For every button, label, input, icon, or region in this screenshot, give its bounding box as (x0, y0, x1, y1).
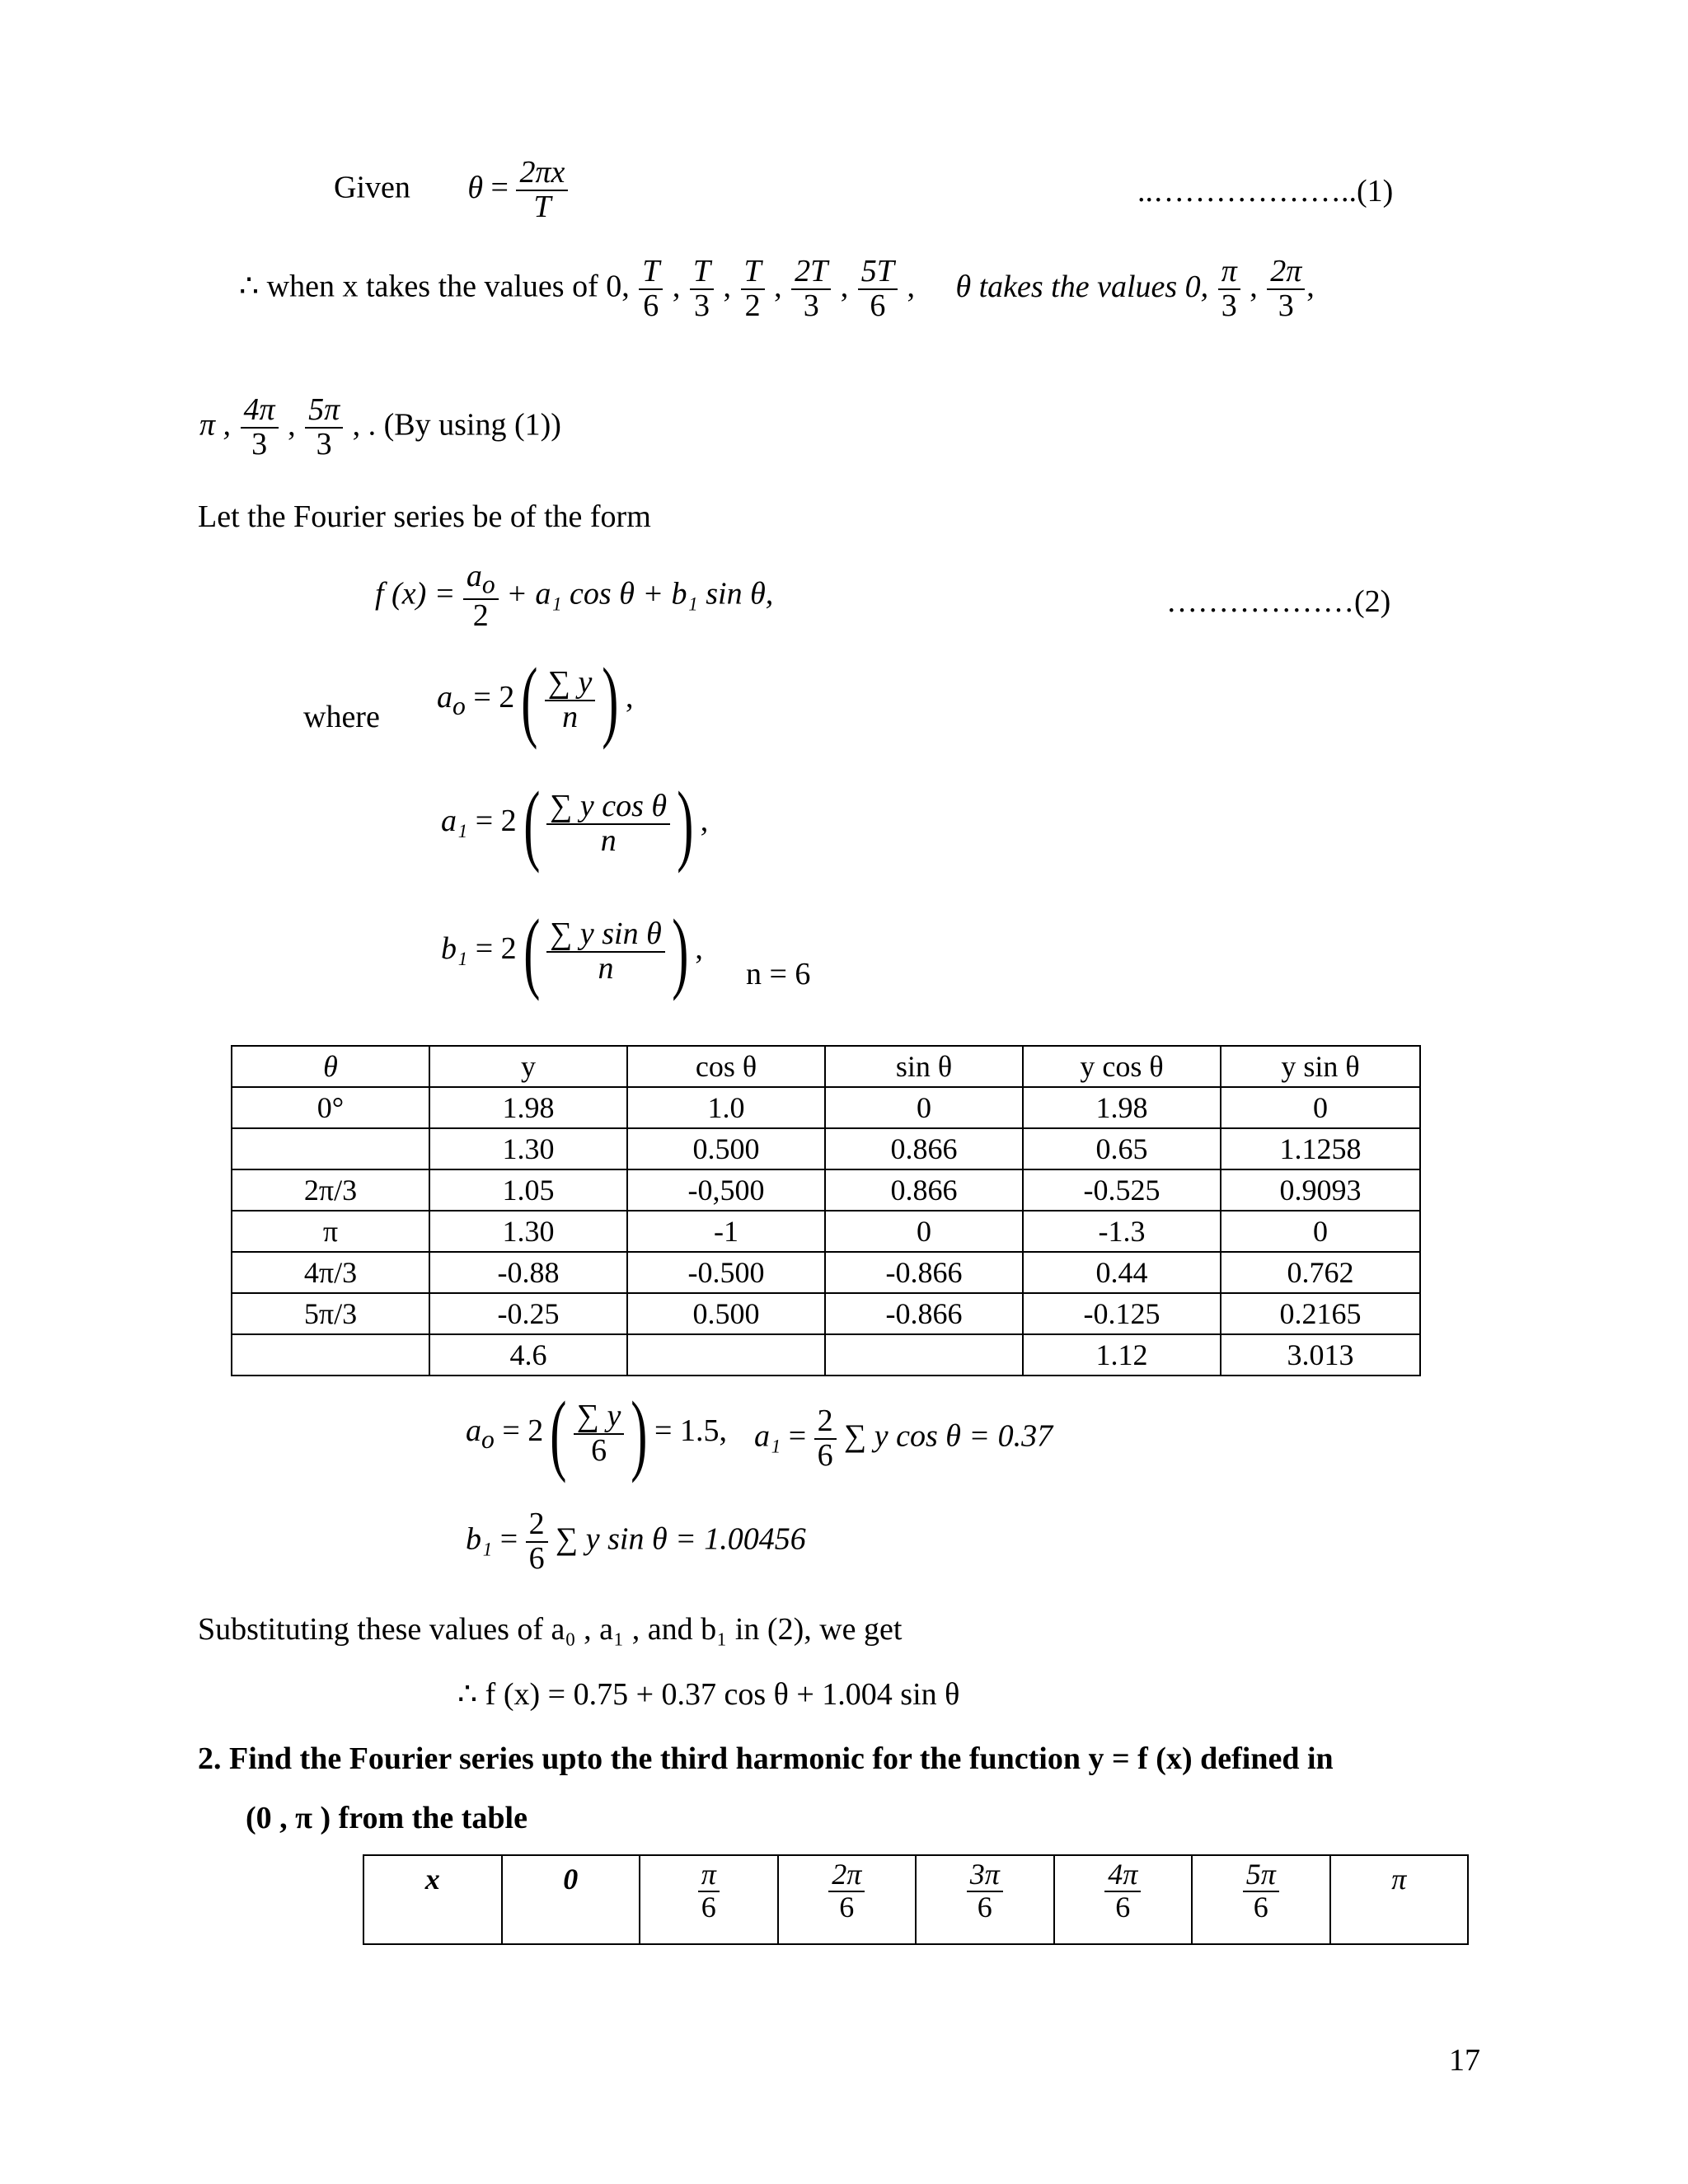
theta-fractions (1217, 254, 1307, 323)
table-row (232, 1334, 1420, 1376)
r-b1-eq: = (499, 1521, 518, 1557)
table-cell (825, 1334, 1023, 1376)
fraction-den: 6 (870, 288, 886, 323)
table-cell: 1.98 (429, 1087, 627, 1128)
comma: , (715, 269, 739, 304)
table-row (232, 1128, 1420, 1169)
table-cell (627, 1334, 825, 1376)
question-2-line1: 2. Find the Fourier series upto the third harmonic for the function y = f (x) defined in (198, 1741, 1334, 1776)
a0-fraction (545, 664, 595, 734)
by-using: . (By using (1)) (368, 407, 561, 443)
fraction-num: x (424, 1862, 440, 1896)
fraction-num: 4π (241, 394, 279, 429)
table-cell: 3.013 (1221, 1334, 1420, 1376)
fraction-num: π (698, 1859, 720, 1892)
x-cell (916, 1855, 1054, 1944)
x-cell (640, 1855, 778, 1944)
r-a1-num: 2 (814, 1405, 837, 1440)
a0-frac-num: ∑ y (545, 667, 595, 701)
fraction-den: 3 (316, 426, 332, 462)
fraction (741, 255, 765, 323)
theta-takes: θ takes the values 0, (955, 269, 1209, 304)
fraction-den: 3 (693, 288, 710, 323)
comma: , (279, 407, 304, 443)
fraction (241, 394, 279, 462)
substituting-line: Substituting these values of a₀ , a₁ , and b₁ in (2), we get (198, 1612, 903, 1647)
x-cell (363, 1855, 502, 1944)
question-2-line2: (0 , π ) from the table (246, 1801, 528, 1835)
given-num: 2πx (516, 157, 568, 191)
x-cell (1054, 1855, 1193, 1944)
fraction-num: π (1391, 1862, 1407, 1896)
fraction-num: T (741, 255, 765, 290)
table-cell: 0.9093 (1221, 1169, 1420, 1211)
pi-symbol: π , (199, 407, 232, 443)
paren-close: ) (672, 901, 689, 1001)
header-cell: θ (232, 1046, 429, 1087)
r-a0-den: 6 (591, 1432, 607, 1468)
a1-tail: , (700, 804, 709, 839)
fraction-num: 4π (1104, 1859, 1141, 1892)
page-number: 17 (1449, 2043, 1480, 2078)
table-cell (232, 1128, 429, 1169)
comma: , (664, 269, 688, 304)
table-cell: -0,500 (627, 1169, 825, 1211)
x-cell (1330, 1855, 1469, 1944)
fraction-den: 6 (1115, 1890, 1131, 1924)
comma: , (766, 269, 790, 304)
table-cell: 0.866 (825, 1169, 1023, 1211)
fraction (828, 1859, 865, 1924)
a1-definition (441, 773, 709, 874)
fraction-den: 6 (701, 1890, 716, 1924)
given-fraction (516, 157, 568, 224)
trailing-comma: , (1306, 269, 1315, 304)
table-cell: -1.3 (1023, 1211, 1221, 1252)
r-a1-fraction (814, 1405, 837, 1473)
comma: , (898, 269, 923, 304)
table-cell: 0.65 (1023, 1128, 1221, 1169)
paren-open: ( (550, 1383, 567, 1483)
fraction (1267, 255, 1305, 323)
when-line (239, 255, 1315, 323)
a1-eq: = 2 (475, 804, 517, 839)
r-b1-rest: ∑ y sin θ = 1.00456 (556, 1521, 806, 1557)
fraction-num: 3π (967, 1859, 1003, 1892)
table-cell: -0.125 (1023, 1293, 1221, 1334)
when-fractions (637, 254, 923, 323)
final-equation: ∴ f (x) = 0.75 + 0.37 cos θ + 1.004 sin θ (457, 1677, 960, 1712)
table-cell: 4.6 (429, 1334, 627, 1376)
table-cell: 0.500 (627, 1128, 825, 1169)
fraction (858, 255, 898, 323)
eq2-dots: ………………(2) (1166, 584, 1391, 619)
b1-lhs: b₁ (441, 931, 468, 967)
fraction-den: 6 (977, 1890, 992, 1924)
header-cell: y cos θ (1023, 1046, 1221, 1087)
a0-frac-den: n (562, 699, 579, 734)
r-b1-den: 6 (528, 1540, 545, 1576)
given-label: Given (334, 170, 410, 205)
fraction-num: 5π (1243, 1859, 1279, 1892)
fraction (560, 1864, 581, 1896)
table-cell: 1.12 (1023, 1334, 1221, 1376)
fraction-den: 6 (839, 1890, 855, 1924)
given-line (334, 157, 568, 224)
theta-symbol: θ (467, 170, 484, 205)
given-den: T (533, 189, 551, 224)
x-cell (502, 1855, 640, 1944)
fraction (698, 1859, 720, 1924)
x-cell (1192, 1855, 1330, 1944)
r-b1-lhs: b₁ (466, 1521, 493, 1557)
fraction-den: 2 (744, 288, 761, 323)
table-cell: 0.866 (825, 1128, 1023, 1169)
table-cell: 1.1258 (1221, 1128, 1420, 1169)
table-header (232, 1046, 1420, 1087)
let-line: Let the Fourier series be of the form (198, 499, 651, 534)
table-cell: -0.88 (429, 1252, 627, 1293)
paren-open: ( (523, 901, 541, 1001)
fraction (1243, 1859, 1279, 1924)
fraction (422, 1864, 443, 1896)
table-row (232, 1252, 1420, 1293)
b1-eq: = 2 (475, 931, 517, 967)
fraction-num: T (639, 255, 663, 290)
fraction (967, 1859, 1003, 1924)
table-cell (232, 1334, 429, 1376)
fraction-den: 3 (251, 426, 268, 462)
table-cell: 4π/3 (232, 1252, 429, 1293)
r-a1-den: 6 (817, 1437, 833, 1473)
where-label: where (303, 700, 380, 734)
table-row (232, 1087, 1420, 1128)
fraction (305, 394, 343, 462)
x-values-table (363, 1854, 1469, 1945)
values-table (231, 1045, 1421, 1376)
r-a0-sub: o (481, 1424, 495, 1454)
a0-letter: a (466, 559, 482, 593)
paren-open: ( (523, 773, 541, 874)
a0-tail: , (626, 680, 634, 715)
fraction-num: 2π (828, 1859, 865, 1892)
table-cell: 5π/3 (232, 1293, 429, 1334)
x-cell (778, 1855, 917, 1944)
table-cell: 1.30 (429, 1128, 627, 1169)
r-a1-eq: = (788, 1418, 807, 1454)
fraction (1218, 255, 1240, 323)
a1-frac-den: n (600, 823, 617, 858)
fraction-num: 2π (1267, 255, 1305, 290)
fraction (1104, 1859, 1141, 1924)
fraction-den: 3 (803, 288, 819, 323)
fraction (1388, 1864, 1409, 1896)
eq1-dots: ..………………..(1) (1137, 174, 1394, 209)
table-row (232, 1293, 1420, 1334)
table-cell: -0.866 (825, 1252, 1023, 1293)
header-cell: y sin θ (1221, 1046, 1420, 1087)
table-row (232, 1169, 1420, 1211)
table-cell: -0.866 (825, 1293, 1023, 1334)
r-a1-rest: ∑ y cos θ = 0.37 (844, 1418, 1053, 1454)
table-cell: 1.05 (429, 1169, 627, 1211)
a0-lhs: a (437, 680, 452, 715)
a0-definition (437, 649, 634, 750)
a0-eq: = 2 (473, 680, 515, 715)
b1-fraction (546, 918, 664, 986)
b1-definition (441, 901, 703, 1001)
table-cell: -0.25 (429, 1293, 627, 1334)
table-cell: 0 (825, 1211, 1023, 1252)
paren-open: ( (521, 649, 538, 750)
fraction-den: 3 (1278, 288, 1294, 323)
fraction-den: 3 (1221, 288, 1237, 323)
table-cell: 0.2165 (1221, 1293, 1420, 1334)
comma: , (1241, 269, 1266, 304)
header-cell: y (429, 1046, 627, 1087)
r-a0-lhs: a (466, 1413, 481, 1449)
fraction-num: T (690, 255, 714, 290)
fraction-num: π (1218, 255, 1240, 290)
header-cell: cos θ (627, 1046, 825, 1087)
r-a0-num: ∑ y (574, 1400, 624, 1435)
r-a0-fraction (574, 1400, 624, 1468)
pi-line (199, 394, 561, 462)
r-a0-val: = 1.5, (654, 1413, 727, 1449)
table-cell: 1.30 (429, 1211, 627, 1252)
a1-lhs: a₁ (441, 804, 468, 839)
a0-lhs-sub: o (452, 691, 466, 720)
table-row (232, 1211, 1420, 1252)
fraction (690, 255, 714, 323)
fraction-num: 0 (563, 1862, 579, 1896)
r-b1-num: 2 (526, 1508, 548, 1543)
fraction-num: 2T (791, 255, 831, 290)
b1-frac-num: ∑ y sin θ (546, 918, 664, 953)
n-equals: n = 6 (746, 957, 811, 991)
table-cell: 0° (232, 1087, 429, 1128)
paren-close: ) (602, 649, 619, 750)
table-cell: 0 (1221, 1087, 1420, 1128)
table-cell: 0.500 (627, 1293, 825, 1334)
r-a1-lhs: a₁ (754, 1418, 781, 1454)
when-prefix: ∴ when x takes the values of 0, (239, 269, 630, 304)
table-cell: -0.525 (1023, 1169, 1221, 1211)
table-cell: 0.762 (1221, 1252, 1420, 1293)
a0-num (463, 560, 499, 600)
paren-close: ) (677, 773, 694, 874)
a1-result (754, 1405, 1053, 1473)
a0-over-2 (463, 560, 499, 633)
paren-close: ) (631, 1383, 648, 1483)
a1-frac-num: ∑ y cos θ (546, 790, 670, 825)
fraction-num: 5π (305, 394, 343, 429)
comma: , (832, 269, 856, 304)
comma: , (345, 407, 368, 443)
fraction (791, 255, 831, 323)
a0-subscript: o (481, 569, 495, 599)
fraction-num: 5T (858, 255, 898, 290)
table-cell: 1.98 (1023, 1087, 1221, 1128)
fx-lhs: f (x) = (375, 576, 456, 612)
fraction-den: 6 (1253, 1890, 1268, 1924)
table-cell: 0.44 (1023, 1252, 1221, 1293)
b1-result (466, 1508, 806, 1576)
a0-den: 2 (472, 598, 489, 633)
x-row (363, 1855, 1468, 1944)
equals: = (490, 170, 509, 205)
table-cell: 2π/3 (232, 1169, 429, 1211)
a0-result (466, 1383, 727, 1483)
table-cell: -0.500 (627, 1252, 825, 1293)
table-cell: 0 (1221, 1211, 1420, 1252)
fx-rest: + a₁ cos θ + b₁ sin θ, (506, 576, 774, 612)
r-a0-eq: = 2 (502, 1413, 544, 1449)
a1-fraction (546, 790, 670, 858)
fraction-den: 6 (643, 288, 659, 323)
table-cell: -1 (627, 1211, 825, 1252)
b1-tail: , (695, 931, 703, 967)
fraction (639, 255, 663, 323)
pi-fractions (239, 392, 368, 462)
fourier-form (375, 560, 773, 633)
b1-frac-den: n (598, 950, 614, 986)
r-b1-fraction (526, 1508, 548, 1576)
header-cell: sin θ (825, 1046, 1023, 1087)
table-cell: 1.0 (627, 1087, 825, 1128)
table-cell: π (232, 1211, 429, 1252)
table-cell: 0 (825, 1087, 1023, 1128)
